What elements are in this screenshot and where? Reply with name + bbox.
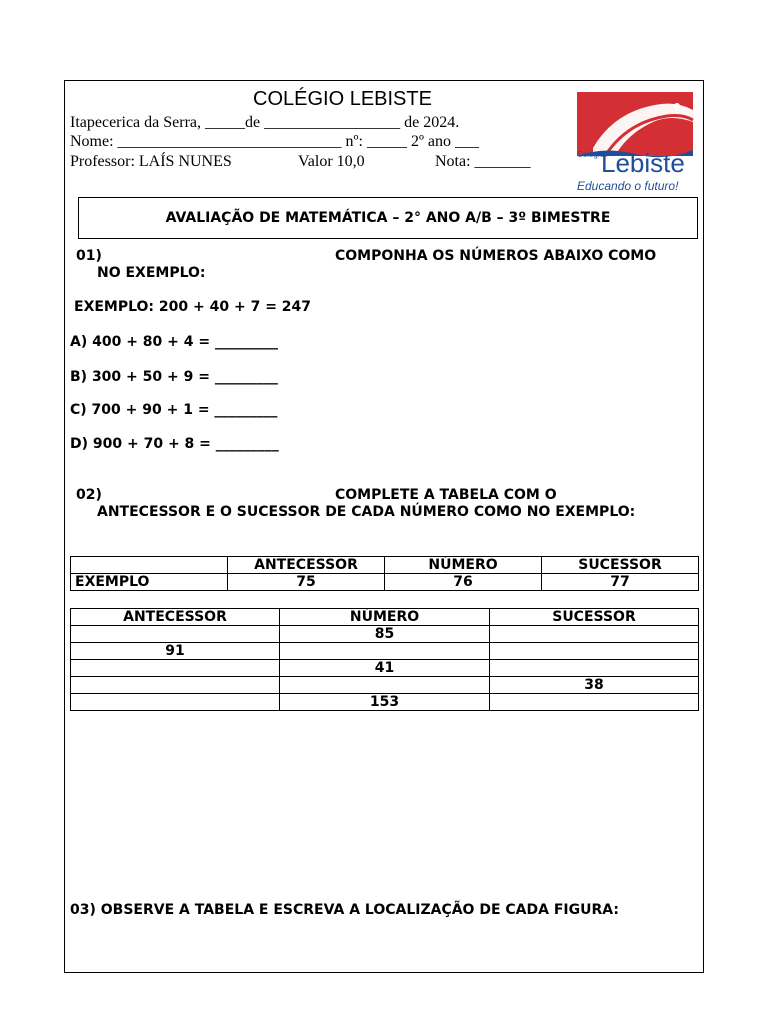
example-header-cell: NÚMERO [385, 557, 542, 574]
valor-label: Valor 10,0 [298, 153, 365, 170]
exercise-header-cell: SUCESSOR [490, 609, 699, 626]
q1-item-c: C) 700 + 90 + 1 = _________ [70, 402, 278, 418]
name-line: Nome: ____________________________ nº: _____ 2º ano ___ [70, 133, 480, 150]
logo-brand: Lebiste [601, 148, 685, 178]
table-cell[interactable] [71, 660, 280, 677]
table-cell[interactable] [71, 626, 280, 643]
q1-example: EXEMPLO: 200 + 40 + 7 = 247 [74, 299, 312, 315]
table-row [71, 694, 699, 711]
q2-number: 02) [76, 487, 102, 503]
example-cell: 75 [228, 574, 385, 591]
example-row-label: EXEMPLO [71, 574, 228, 591]
table-row [71, 677, 699, 694]
example-header-cell [71, 557, 228, 574]
example-table [70, 556, 699, 591]
table-cell: 91 [71, 643, 280, 660]
table-cell[interactable] [280, 643, 490, 660]
school-title: COLÉGIO LEBISTE [253, 88, 432, 110]
example-table-header [71, 557, 699, 574]
logo-tagline: Educando o futuro! [577, 179, 679, 193]
table-row [71, 643, 699, 660]
table-cell: 41 [280, 660, 490, 677]
table-cell: 153 [280, 694, 490, 711]
q1-item-a: A) 400 + 80 + 4 = _________ [70, 334, 278, 350]
table-cell[interactable] [71, 677, 280, 694]
q1-number: 01) [76, 248, 102, 264]
example-cell: 76 [385, 574, 542, 591]
table-cell[interactable] [490, 626, 699, 643]
exercise-header-cell: ANTECESSOR [71, 609, 280, 626]
logo-small-text: Colégio [577, 150, 605, 159]
exam-banner-text: AVALIAÇÃO DE MATEMÁTICA – 2° ANO A/B – 3º BIMESTRE [165, 210, 611, 226]
exam-banner [78, 197, 698, 239]
table-cell[interactable] [71, 694, 280, 711]
exercise-table [70, 608, 699, 711]
q3-instruction: 03) OBSERVE A TABELA E ESCREVA A LOCALIZAÇÃO DE CADA FIGURA: [70, 902, 619, 918]
example-header-cell: SUCESSOR [542, 557, 699, 574]
table-cell: 38 [490, 677, 699, 694]
professor-label: Professor: LAÍS NUNES [70, 153, 232, 170]
table-cell[interactable] [280, 677, 490, 694]
table-cell: 85 [280, 626, 490, 643]
q1-instruction-a: COMPONHA OS NÚMEROS ABAIXO COMO [335, 248, 657, 264]
example-header-cell: ANTECESSOR [228, 557, 385, 574]
q1-item-d: D) 900 + 70 + 8 = _________ [70, 436, 279, 452]
q1-item-b: B) 300 + 50 + 9 = _________ [70, 369, 278, 385]
example-cell: 77 [542, 574, 699, 591]
table-cell[interactable] [490, 643, 699, 660]
table-row [71, 660, 699, 677]
example-table-row [71, 574, 699, 591]
school-logo [575, 92, 695, 194]
exercise-table-header [71, 609, 699, 626]
table-cell[interactable] [490, 660, 699, 677]
city-date-line: Itapecerica da Serra, _____de _________________ de 2024. [70, 114, 460, 131]
table-row [71, 626, 699, 643]
nota-label: Nota: _______ [435, 153, 531, 170]
table-cell[interactable] [490, 694, 699, 711]
q2-instruction-a: COMPLETE A TABELA COM O [335, 487, 557, 503]
q1-instruction-b: NO EXEMPLO: [97, 265, 206, 281]
exercise-header-cell: NÚMERO [280, 609, 490, 626]
q2-instruction-b: ANTECESSOR E O SUCESSOR DE CADA NÚMERO COMO NO EXEMPLO: [97, 504, 636, 520]
